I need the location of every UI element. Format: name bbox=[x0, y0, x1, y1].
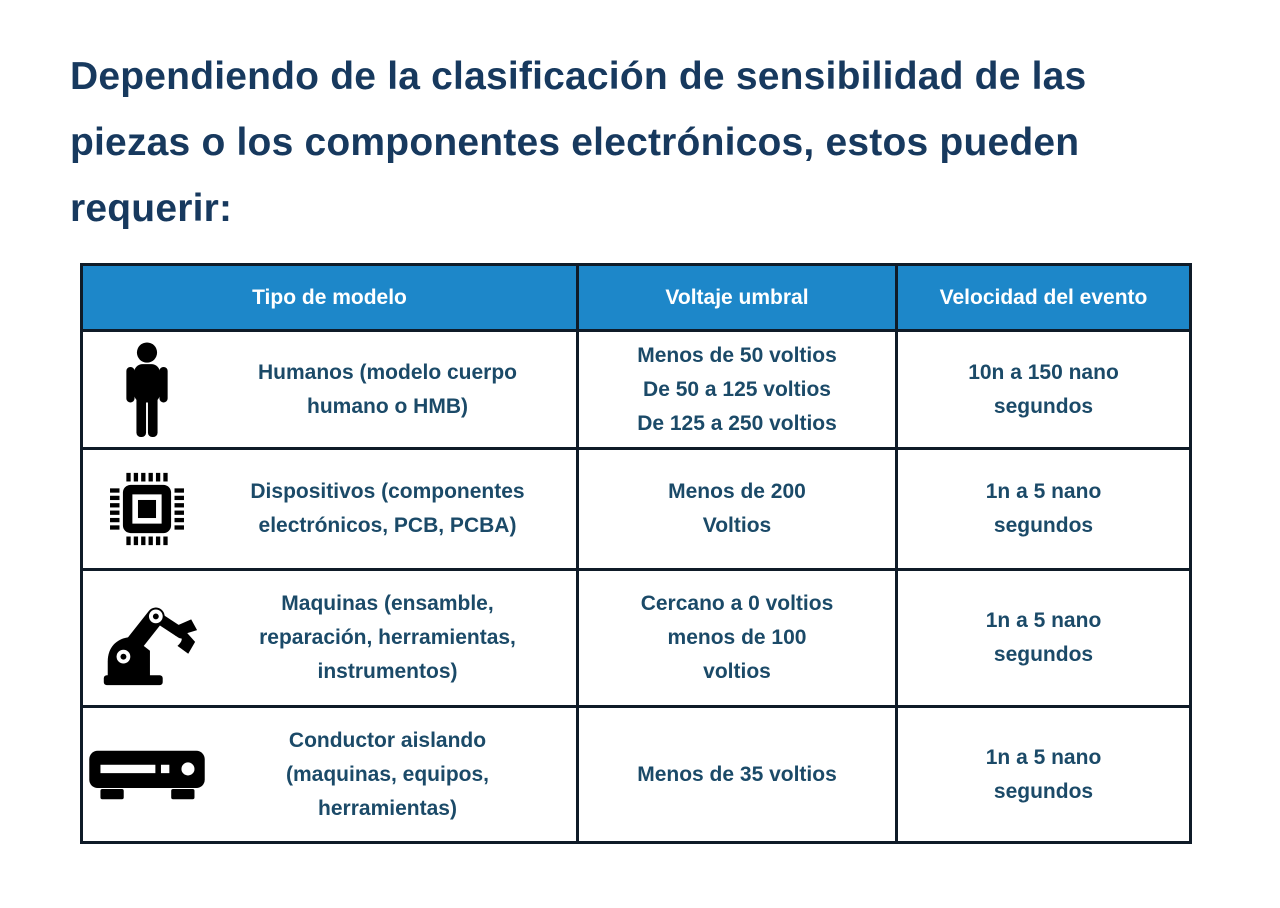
speed-cell-machines: 1n a 5 nano segundos bbox=[897, 570, 1191, 707]
speed-cell-isolated-conductor: 1n a 5 nano segundos bbox=[897, 707, 1191, 843]
model-label: Dispositivos (componentes electrónicos, PCB, PCBA) bbox=[250, 480, 525, 537]
table-row-humans bbox=[82, 331, 1191, 449]
voltage-cell-humans: Menos de 50 voltios De 50 a 125 voltios De 125 a 250 voltios bbox=[578, 331, 897, 449]
model-label: Humanos (modelo cuerpo humano o HMB) bbox=[257, 360, 518, 418]
microchip-icon bbox=[83, 466, 211, 552]
model-cell-machines bbox=[82, 570, 578, 707]
person-icon bbox=[83, 342, 211, 438]
model-label: Conductor aislando (maquinas, equipos, herramientas) bbox=[285, 728, 490, 820]
table-row-machines bbox=[82, 570, 1191, 707]
model-cell-devices bbox=[82, 449, 578, 570]
column-header-event-speed: Velocidad del evento bbox=[897, 265, 1191, 331]
voltage-cell-machines: Cercano a 0 voltios menos de 100 voltios bbox=[578, 570, 897, 707]
speed-cell-humans: 10n a 150 nano segundos bbox=[897, 331, 1191, 449]
table-header-row bbox=[82, 265, 1191, 331]
model-cell-humans bbox=[82, 331, 578, 449]
model-cell-isolated-conductor bbox=[82, 707, 578, 843]
page-title-line: requerir: bbox=[70, 187, 233, 230]
voltage-cell-isolated-conductor: Menos de 35 voltios bbox=[578, 707, 897, 843]
esd-sensitivity-table bbox=[80, 263, 1192, 844]
speed-cell-devices: 1n a 5 nano segundos bbox=[897, 449, 1191, 570]
page-title-line: piezas o los componentes electrónicos, estos pueden bbox=[70, 121, 1080, 164]
media-player-icon bbox=[83, 748, 211, 802]
esd-table bbox=[80, 263, 1192, 844]
page-title-line: Dependiendo de la clasificación de sensibilidad de las bbox=[70, 55, 1087, 98]
page-title bbox=[70, 44, 1230, 242]
table-row-isolated-conductor bbox=[82, 707, 1191, 843]
voltage-cell-devices: Menos de 200 Voltios bbox=[578, 449, 897, 570]
table-row-devices bbox=[82, 449, 1191, 570]
robot-arm-icon bbox=[83, 588, 211, 688]
model-label: Maquinas (ensamble, reparación, herramientas, instrumentos) bbox=[259, 592, 516, 683]
column-header-model-type: Tipo de modelo bbox=[82, 265, 578, 331]
column-header-threshold-voltage: Voltaje umbral bbox=[578, 265, 897, 331]
